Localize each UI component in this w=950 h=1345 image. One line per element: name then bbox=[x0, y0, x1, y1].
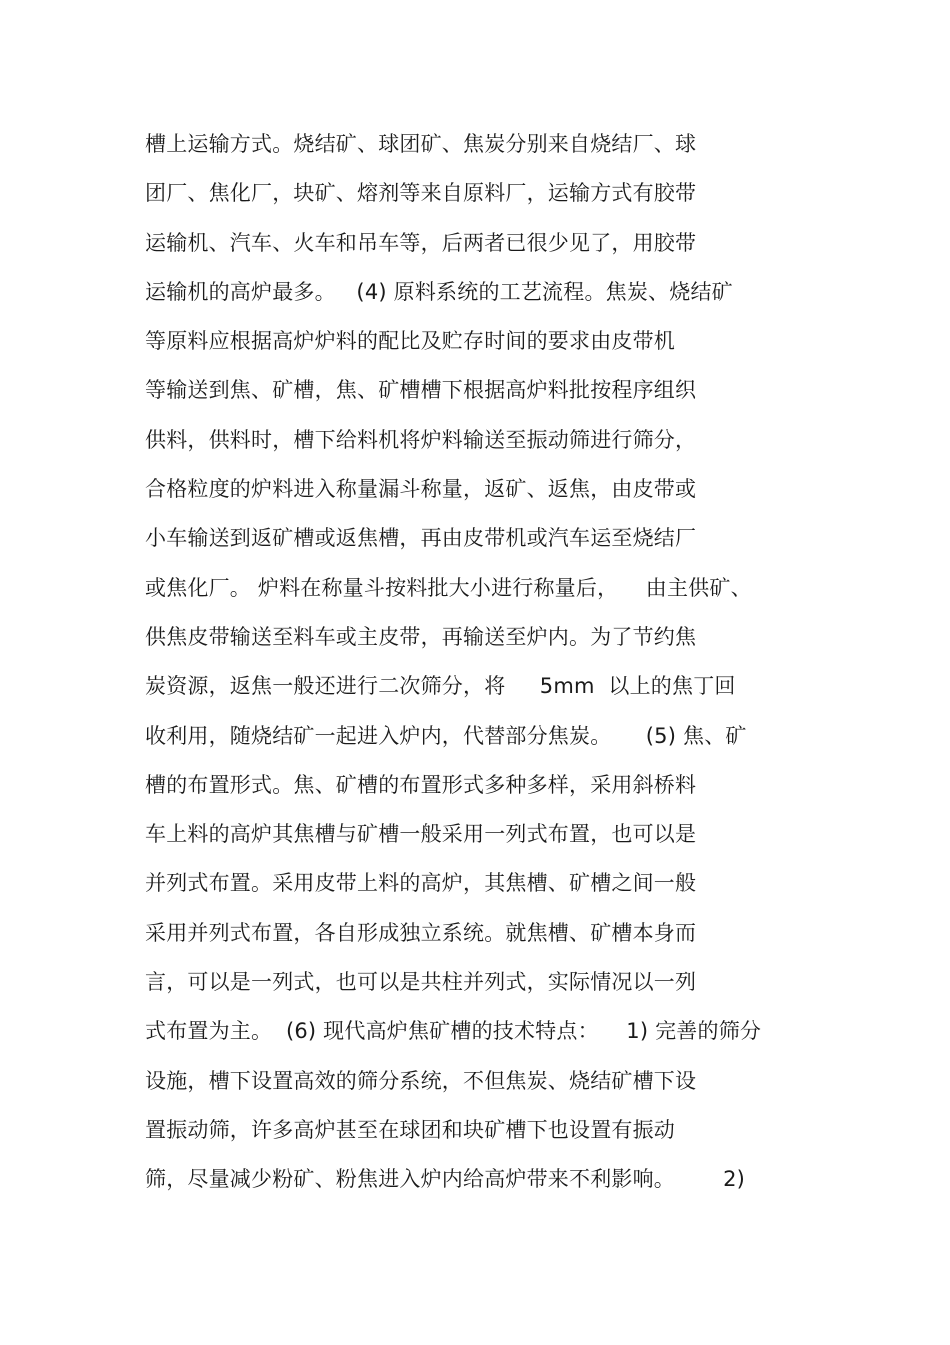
text-line: 筛，尽量减少粉矿、粉焦进入炉内给高炉带来不利影响。 2) bbox=[145, 1167, 746, 1192]
text-line: 运输机的高炉最多。 (4) 原料系统的工艺流程。焦炭、烧结矿 bbox=[145, 279, 733, 304]
text-line: 团厂、焦化厂，块矿、熔剂等来自原料厂，运输方式有胶带 bbox=[145, 181, 697, 206]
text-line: 车上料的高炉其焦槽与矿槽一般采用一列式布置，也可以是 bbox=[145, 822, 697, 847]
text-line: 式布置为主。 (6) 现代高炉焦矿槽的技术特点： 1) 完善的筛分 bbox=[145, 1019, 762, 1044]
text-line: 槽的布置形式。焦、矿槽的布置形式多种多样，采用斜桥料 bbox=[145, 772, 697, 797]
text-line: 收利用，随烧结矿一起进入炉内，代替部分焦炭。 (5) 焦、矿 bbox=[145, 723, 747, 748]
text-line: 等原料应根据高炉炉料的配比及贮存时间的要求由皮带机 bbox=[145, 329, 675, 354]
text-line: 槽上运输方式。烧结矿、球团矿、焦炭分别来自烧结厂、球 bbox=[145, 132, 697, 156]
text-line: 置振动筛，许多高炉甚至在球团和块矿槽下也设置有振动 bbox=[145, 1117, 675, 1142]
text-line: 炭资源，返焦一般还进行二次筛分，将 5mm 以上的焦丁回 bbox=[145, 674, 736, 699]
text-line: 言，可以是一列式，也可以是共柱并列式，实际情况以一列 bbox=[145, 970, 697, 995]
text-line: 设施，槽下设置高效的筛分系统，不但焦炭、烧结矿槽下设 bbox=[145, 1068, 697, 1093]
text-line: 小车输送到返矿槽或返焦槽，再由皮带机或汽车运至烧结厂 bbox=[145, 526, 697, 551]
text-line: 供焦皮带输送至料车或主皮带，再输送至炉内。为了节约焦 bbox=[145, 624, 697, 649]
text-line: 运输机、汽车、火车和吊车等，后两者已很少见了，用胶带 bbox=[145, 230, 697, 255]
text-line: 或焦化厂。 炉料在称量斗按料批大小进行称量后， 由主供矿、 bbox=[145, 575, 752, 600]
text-line: 等输送到焦、矿槽，焦、矿槽槽下根据高炉料批按程序组织 bbox=[145, 378, 697, 403]
text-line: 供料，供料时，槽下给料机将炉料输送至振动筛进行筛分， bbox=[145, 427, 697, 452]
text-line: 并列式布置。采用皮带上料的高炉，其焦槽、矿槽之间一般 bbox=[145, 871, 697, 896]
text-line: 采用并列式布置，各自形成独立系统。就焦槽、矿槽本身而 bbox=[145, 920, 697, 945]
body-text bbox=[145, 120, 825, 1205]
text-line: 合格粒度的炉料进入称量漏斗称量，返矿、返焦，由皮带或 bbox=[145, 477, 697, 502]
